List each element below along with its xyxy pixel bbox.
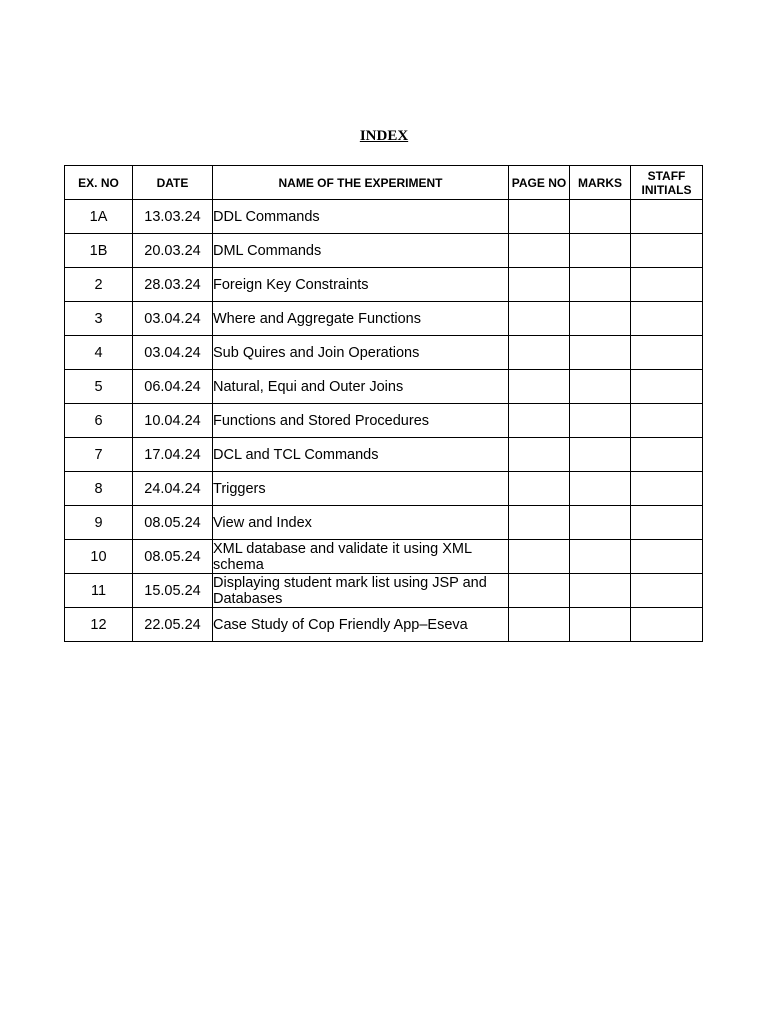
cell-page-no bbox=[509, 302, 570, 336]
cell-date: 28.03.24 bbox=[133, 268, 213, 302]
cell-marks bbox=[570, 438, 631, 472]
table-row bbox=[65, 370, 703, 404]
cell-date: 20.03.24 bbox=[133, 234, 213, 268]
cell-staff-initials bbox=[631, 370, 703, 404]
cell-experiment-name: XML database and validate it using XML schema bbox=[213, 540, 509, 574]
cell-date: 08.05.24 bbox=[133, 540, 213, 574]
cell-page-no bbox=[509, 370, 570, 404]
cell-ex-no: 11 bbox=[65, 574, 133, 608]
cell-marks bbox=[570, 404, 631, 438]
cell-page-no bbox=[509, 268, 570, 302]
cell-ex-no: 6 bbox=[65, 404, 133, 438]
cell-ex-no: 5 bbox=[65, 370, 133, 404]
cell-marks bbox=[570, 574, 631, 608]
cell-experiment-name: Triggers bbox=[213, 472, 509, 506]
cell-experiment-name: Case Study of Cop Friendly App–Eseva bbox=[213, 608, 509, 642]
table-row bbox=[65, 608, 703, 642]
cell-page-no bbox=[509, 336, 570, 370]
table-row bbox=[65, 336, 703, 370]
table-row bbox=[65, 302, 703, 336]
cell-page-no bbox=[509, 234, 570, 268]
cell-experiment-name: DDL Commands bbox=[213, 200, 509, 234]
cell-experiment-name: Where and Aggregate Functions bbox=[213, 302, 509, 336]
cell-ex-no: 8 bbox=[65, 472, 133, 506]
cell-experiment-name: View and Index bbox=[213, 506, 509, 540]
cell-date: 08.05.24 bbox=[133, 506, 213, 540]
cell-staff-initials bbox=[631, 200, 703, 234]
cell-date: 13.03.24 bbox=[133, 200, 213, 234]
table-row bbox=[65, 540, 703, 574]
cell-page-no bbox=[509, 506, 570, 540]
cell-ex-no: 1B bbox=[65, 234, 133, 268]
cell-marks bbox=[570, 472, 631, 506]
cell-date: 03.04.24 bbox=[133, 336, 213, 370]
table-row bbox=[65, 404, 703, 438]
table-row bbox=[65, 506, 703, 540]
cell-ex-no: 1A bbox=[65, 200, 133, 234]
cell-staff-initials bbox=[631, 540, 703, 574]
cell-experiment-name: Functions and Stored Procedures bbox=[213, 404, 509, 438]
cell-staff-initials bbox=[631, 268, 703, 302]
cell-date: 06.04.24 bbox=[133, 370, 213, 404]
header-name: NAME OF THE EXPERIMENT bbox=[213, 166, 509, 200]
cell-marks bbox=[570, 506, 631, 540]
table-row bbox=[65, 234, 703, 268]
cell-date: 17.04.24 bbox=[133, 438, 213, 472]
cell-date: 24.04.24 bbox=[133, 472, 213, 506]
cell-marks bbox=[570, 268, 631, 302]
cell-page-no bbox=[509, 404, 570, 438]
cell-page-no bbox=[509, 540, 570, 574]
cell-ex-no: 12 bbox=[65, 608, 133, 642]
header-date: DATE bbox=[133, 166, 213, 200]
cell-date: 22.05.24 bbox=[133, 608, 213, 642]
cell-date: 15.05.24 bbox=[133, 574, 213, 608]
cell-experiment-name: Foreign Key Constraints bbox=[213, 268, 509, 302]
header-marks: MARKS bbox=[570, 166, 631, 200]
cell-marks bbox=[570, 336, 631, 370]
cell-experiment-name: Natural, Equi and Outer Joins bbox=[213, 370, 509, 404]
cell-experiment-name: Displaying student mark list using JSP and Databases bbox=[213, 574, 509, 608]
page-title: INDEX bbox=[359, 128, 409, 144]
cell-staff-initials bbox=[631, 506, 703, 540]
table-row bbox=[65, 574, 703, 608]
cell-date: 10.04.24 bbox=[133, 404, 213, 438]
table-row bbox=[65, 268, 703, 302]
cell-page-no bbox=[509, 472, 570, 506]
cell-ex-no: 3 bbox=[65, 302, 133, 336]
cell-staff-initials bbox=[631, 438, 703, 472]
table-body bbox=[65, 200, 703, 642]
cell-marks bbox=[570, 370, 631, 404]
cell-page-no bbox=[509, 574, 570, 608]
cell-marks bbox=[570, 540, 631, 574]
cell-staff-initials bbox=[631, 234, 703, 268]
cell-staff-initials bbox=[631, 574, 703, 608]
cell-staff-initials bbox=[631, 336, 703, 370]
table-row bbox=[65, 472, 703, 506]
table-row bbox=[65, 200, 703, 234]
cell-experiment-name: DCL and TCL Commands bbox=[213, 438, 509, 472]
table-header-row bbox=[65, 166, 703, 200]
cell-ex-no: 2 bbox=[65, 268, 133, 302]
cell-marks bbox=[570, 302, 631, 336]
cell-staff-initials bbox=[631, 302, 703, 336]
cell-experiment-name: DML Commands bbox=[213, 234, 509, 268]
cell-marks bbox=[570, 200, 631, 234]
cell-experiment-name: Sub Quires and Join Operations bbox=[213, 336, 509, 370]
cell-page-no bbox=[509, 200, 570, 234]
cell-page-no bbox=[509, 608, 570, 642]
cell-staff-initials bbox=[631, 472, 703, 506]
header-ex-no: EX. NO bbox=[65, 166, 133, 200]
table-row bbox=[65, 438, 703, 472]
cell-ex-no: 10 bbox=[65, 540, 133, 574]
header-staff-initials: STAFF INITIALS bbox=[631, 166, 703, 200]
cell-marks bbox=[570, 234, 631, 268]
index-table bbox=[64, 165, 703, 642]
cell-marks bbox=[570, 608, 631, 642]
cell-staff-initials bbox=[631, 608, 703, 642]
cell-staff-initials bbox=[631, 404, 703, 438]
header-page-no: PAGE NO bbox=[509, 166, 570, 200]
cell-ex-no: 7 bbox=[65, 438, 133, 472]
cell-ex-no: 9 bbox=[65, 506, 133, 540]
cell-ex-no: 4 bbox=[65, 336, 133, 370]
cell-date: 03.04.24 bbox=[133, 302, 213, 336]
cell-page-no bbox=[509, 438, 570, 472]
